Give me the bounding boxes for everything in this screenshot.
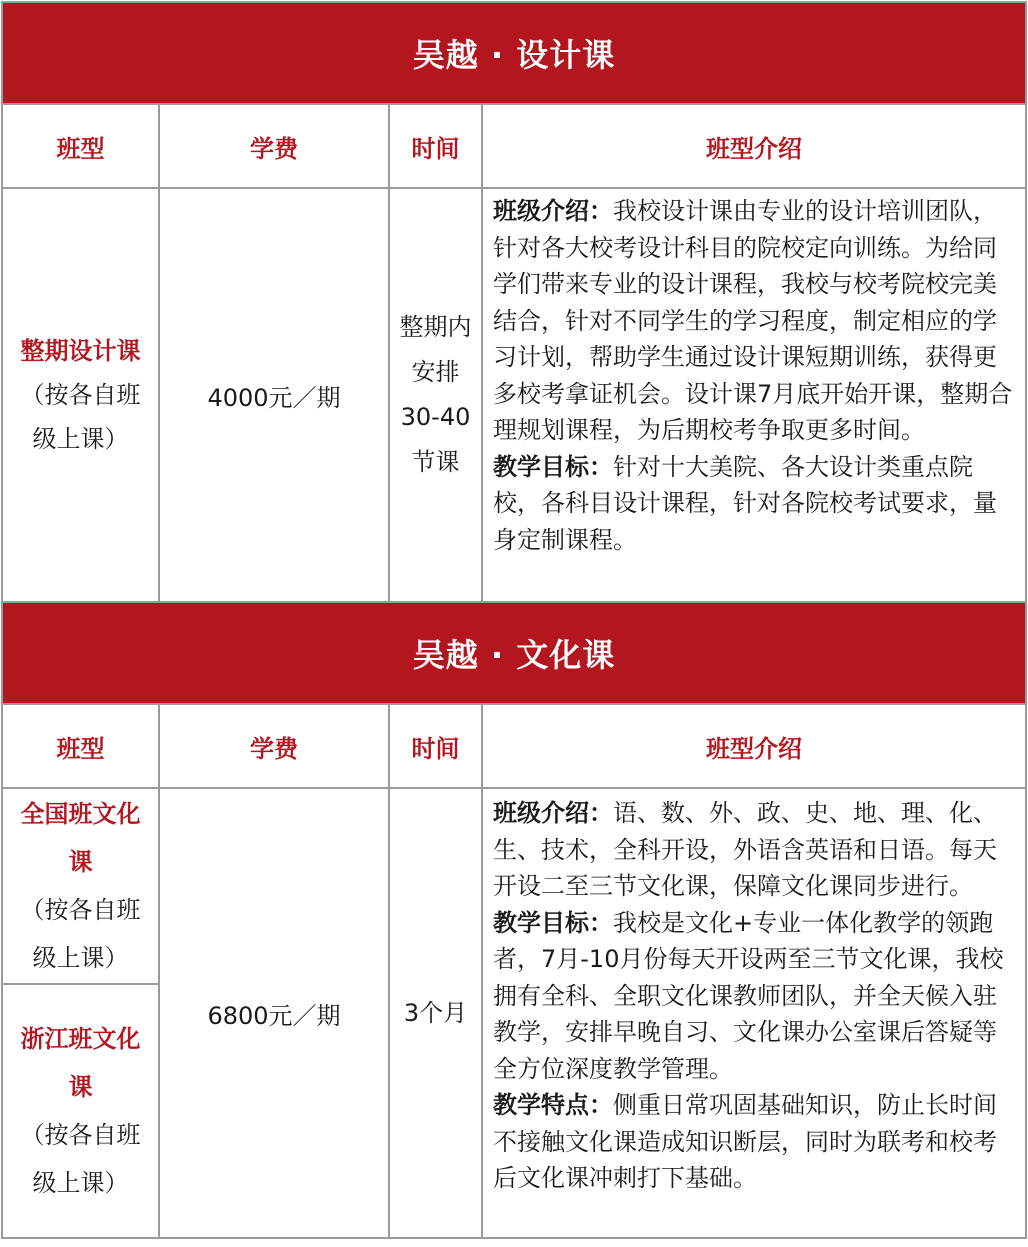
goal-text: 针对十大美院、各大设计类重点院校，各科目设计课程，针对各院校考试要求，量身定制课程。: [493, 452, 997, 554]
design-header-row: [2, 104, 1026, 188]
header-tuition: 学费: [159, 104, 389, 188]
design-class-cell: [2, 188, 159, 602]
intro-paragraph: [493, 795, 1015, 905]
intro-label: 班级介绍：: [493, 197, 613, 225]
intro-text: 语、数、外、政、史、地、理、化、生、技术，全科开设，外语含英语和日语。每天开设二至三节文化课，保障文化课同步进行。: [493, 799, 997, 900]
header-class-type: 班型: [2, 704, 159, 788]
time-value: 整期内安排30-40节课: [389, 188, 482, 602]
feature-text: 侧重日常巩固基础知识，防止长时间不接触文化课造成知识断层，同时为联考和校考后文化课冲刺打下基础。: [493, 1091, 997, 1192]
culture-course-row-1: [2, 788, 1026, 984]
header-time: 时间: [389, 704, 482, 788]
design-banner-row: [2, 2, 1026, 104]
design-course-row: [2, 188, 1026, 602]
class-note: （按各自班级上课）: [20, 381, 141, 453]
header-time: 时间: [389, 104, 482, 188]
intro-text: 我校设计课由专业的设计培训团队，针对各大校考设计科目的院校定向训练。为给同学们带来专业的设计课程，我校与校考院校完美结合，针对不同学生的学习程度，制定相应的学习计划，帮助学生通过设计课短期训练，获得更多校考拿证机会。设计课7月底开始开课，整期合理规划课程，为后期校考争取更多时间。: [493, 197, 1013, 444]
tuition-value: 6800元／期: [159, 788, 389, 1238]
goal-paragraph: [493, 449, 1015, 559]
header-class-intro: 班型介绍: [482, 104, 1026, 188]
class-name: 全国班文化课: [20, 800, 141, 876]
header-tuition: 学费: [159, 704, 389, 788]
class-note: （按各自班级上课）: [20, 896, 141, 972]
goal-paragraph: [493, 905, 1015, 1088]
class-note: （按各自班级上课）: [20, 1121, 141, 1197]
feature-paragraph: [493, 1087, 1015, 1197]
tuition-value: 4000元／期: [159, 188, 389, 602]
header-class-type: 班型: [2, 104, 159, 188]
culture-header-row: [2, 704, 1026, 788]
header-class-intro: 班型介绍: [482, 704, 1026, 788]
time-value: 3个月: [389, 788, 482, 1238]
intro-paragraph: [493, 193, 1015, 449]
design-section-title: 吴越 · 设计课: [2, 2, 1026, 104]
design-course-table: [1, 1, 1027, 603]
class-name: 整期设计课: [20, 337, 141, 365]
goal-label: 教学目标：: [493, 452, 613, 481]
intro-label: 班级介绍：: [493, 799, 613, 827]
goal-label: 教学目标：: [493, 908, 613, 937]
class-intro-cell: [482, 788, 1026, 1238]
zhejiang-class-cell: [2, 984, 159, 1238]
feature-label: 教学特点：: [493, 1091, 613, 1119]
culture-banner-row: [2, 602, 1026, 704]
culture-section-title: 吴越 · 文化课: [2, 602, 1026, 704]
class-name: 浙江班文化课: [20, 1025, 141, 1101]
goal-text: 我校是文化+专业一体化教学的领跑者，7月-10月份每天开设两至三节文化课，我校拥有全科、全职文化课教师团队，并全天候入驻教学，安排早晚自习、文化课办公室课后答疑等全方位深度教学管理。: [493, 908, 1004, 1083]
national-class-cell: [2, 788, 159, 984]
culture-course-table: [1, 601, 1027, 1239]
class-intro-cell: [482, 188, 1026, 602]
